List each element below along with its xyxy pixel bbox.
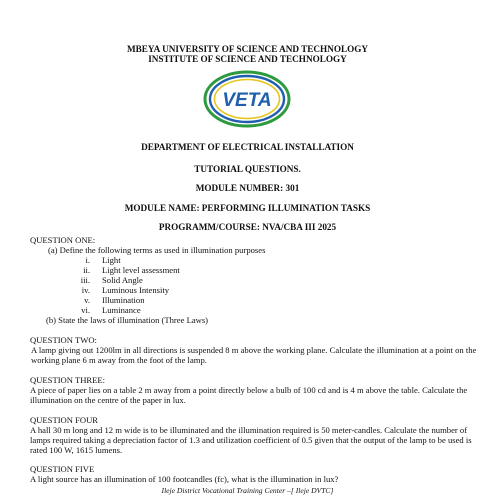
university-name: MBEYA UNIVERSITY OF SCIENCE AND TECHNOLOGY bbox=[126, 44, 369, 54]
question-three-title: QUESTION THREE: bbox=[30, 375, 106, 385]
module-number: MODULE NUMBER: 301 bbox=[195, 183, 300, 193]
question-one-part-a: (a) Define the following terms as used in illumination purposes bbox=[48, 245, 266, 255]
institute-name: INSTITUTE OF SCIENCE AND TECHNOLOGY bbox=[148, 54, 347, 64]
question-one-title: QUESTION ONE: bbox=[30, 235, 96, 245]
document-page: MBEYA UNIVERSITY OF SCIENCE AND TECHNOLOGY INSTITUTE OF SCIENCE AND TECHNOLOGY VETA DEPARTMENT OF ELECTRICAL INSTALLATION TUTORIAL QUESTIONS. MODULE NUMBER: 301 MODULE NAME: PERFORMING ILLUMINATION TASKS PROGRAMM/COURSE: NVA/CBA III 2025 QUESTION ONE: (a) Define the following terms as used in illumination purposes i. Light ii. Light level assessment iii. Solid Angle iv. Luminous Intensity v. Illumination vi. Luminance (b) State the laws of illumination (Three Laws) QUESTION TWO: A lamp giving out 1200lm in all directions is suspended 8 m above the working plane. Calculate the illumination at a point on the working plane 6 m away from the foot of the lamp. QUESTION THREE: A piece of paper lies on a table 2 m away from a point directly below a bulb of 100 cd and is 4 m above the table. Calculate the illumination on the centre of the paper in lux. QUESTION FOUR A hall 30 m long and 12 m wide is to be illuminated and the illumination required is 50 meter-candles. Calculate the number of lamps required taking a depreciation factor of 1.3 and utilization coefficient of 0.5 given that the output of the lamp to be used is rated 100 W, 1615 lumens. QUESTION FIVE A light source has an illumination of 100 footcandles (fc), what is the illumination in lux? Ileje District Vocational Training Center –[ Ileje DVTC] bbox=[0, 0, 495, 495]
logo-letters: VETA bbox=[222, 90, 272, 111]
question-four-text: A hall 30 m long and 12 m wide is to be illuminated and the illumination required is 50 meter-candles. Calculate the number of lamps required taking a depreciation factor of 1.3 and utilization coefficient of 0.5 given that the output of the lamp to be used is rated 100 W, 1615 lumens. bbox=[30, 425, 472, 456]
question-one-part-b: (b) State the laws of illumination (Three Laws) bbox=[46, 315, 209, 325]
veta-logo bbox=[203, 70, 291, 128]
question-five-text: A light source has an illumination of 100 footcandles (fc), what is the illumination in lux? bbox=[30, 474, 339, 484]
module-name: MODULE NAME: PERFORMING ILLUMINATION TASKS bbox=[124, 203, 371, 213]
question-three-text: A piece of paper lies on a table 2 m away from a point directly below a bulb of 100 cd and is 4 m above the table. Calculate the illumination on the centre of the paper in lux. bbox=[30, 385, 468, 406]
question-five-title: QUESTION FIVE bbox=[30, 464, 95, 474]
question-four-title: QUESTION FOUR bbox=[30, 415, 99, 425]
programme-course: PROGRAMM/COURSE: NVA/CBA III 2025 bbox=[158, 222, 337, 232]
question-two-title: QUESTION TWO: bbox=[30, 335, 97, 345]
question-two-text: A lamp giving out 1200lm in all directions is suspended 8 m above the working plane. Calculate the illumination at a point on the working plane 6 m away from the foot of the lamp. bbox=[31, 345, 477, 366]
department-name: DEPARTMENT OF ELECTRICAL INSTALLATION bbox=[141, 142, 354, 152]
page-footer: Ileje District Vocational Training Center –[ Ileje DVTC] bbox=[161, 486, 334, 495]
veta-logo-icon bbox=[203, 70, 291, 128]
document-type: TUTORIAL QUESTIONS. bbox=[194, 164, 301, 174]
